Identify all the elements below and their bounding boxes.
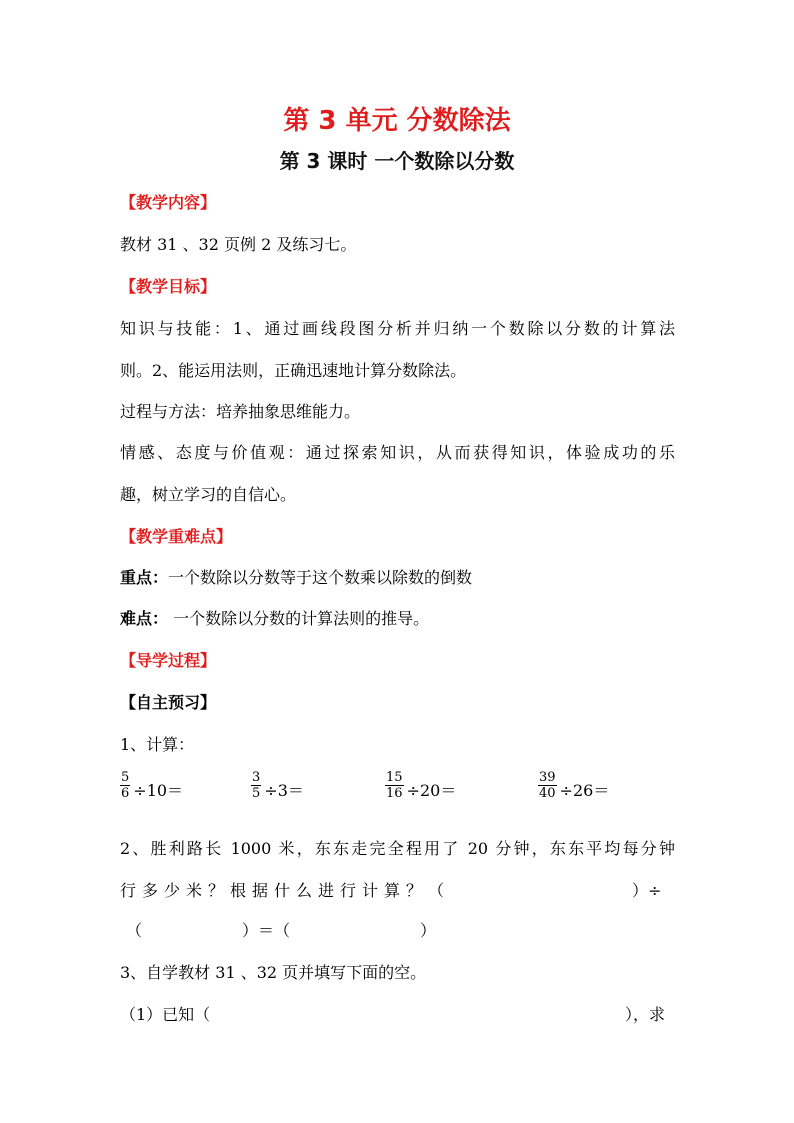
fraction: $\frac{39}{40}$ (539, 770, 556, 801)
goal-line-1: 知识与技能：1、通过画线段图分析并归纳一个数除以分数的计算法 (120, 319, 675, 338)
question-2-blank-c: ） (420, 921, 437, 940)
key-point-text: 一个数除以分数等于这个数乘以除数的倒数 (168, 568, 473, 587)
question-1-label: 1、计算： (120, 735, 195, 754)
question-2-blank-b: ）＝（ (242, 921, 291, 940)
difficult-point-text: 一个数除以分数的计算法则的推导。 (168, 609, 430, 628)
goal-line-5: 趣，树立学习的自信心。 (120, 485, 297, 504)
goal-line-2: 则。2、能运用法则，正确迅速地计算分数除法。 (120, 361, 467, 380)
question-2-blank-a: （ (126, 921, 143, 940)
calc-item-3: $\frac{15}{16}$ ÷20＝ (386, 770, 457, 801)
teaching-goal-heading: 【教学目标】 (120, 277, 217, 296)
key-point (120, 565, 472, 588)
teaching-content-text: 教材 31 、32 页例 2 及练习七。 (120, 235, 357, 254)
calculation-row (120, 770, 680, 816)
goal-line-4: 情感、态度与价值观：通过探索知识，从而获得知识，体验成功的乐 (120, 443, 675, 462)
question-2-line-2 (120, 878, 450, 901)
question-2-blank-close: ）÷ (632, 881, 662, 900)
question-3-1-end: ），求 (625, 1005, 666, 1024)
fraction: $\frac{5}{6}$ (121, 770, 130, 801)
fraction: $\frac{15}{16}$ (386, 770, 403, 801)
question-2-prompt: 行多少米？根据什么进行计算？（ (120, 881, 451, 900)
teaching-content-heading: 【教学内容】 (120, 193, 217, 212)
question-2-line-1: 2、胜利路长 1000 米，东东走完全程用了 20 分钟，东东平均每分钟 (120, 839, 675, 858)
calc-item-2: $\frac{3}{5}$ ÷3＝ (252, 770, 304, 801)
self-preview-heading: 【自主预习】 (120, 693, 217, 712)
difficult-point (120, 606, 429, 629)
calc-item-4: $\frac{39}{40}$ ÷26＝ (539, 770, 610, 801)
key-point-label: 重点： (120, 568, 169, 587)
calc-item-1: $\frac{5}{6}$ ÷10＝ (121, 770, 184, 801)
difficult-point-label: 难点： (120, 609, 169, 628)
fraction: $\frac{3}{5}$ (252, 770, 261, 801)
unit-title: 第 3 单元 分数除法 (283, 106, 511, 136)
goal-line-3: 过程与方法：培养抽象思维能力。 (120, 402, 361, 421)
question-3-1-start: （1）已知（ (120, 1005, 211, 1024)
key-difficulty-heading: 【教学重难点】 (120, 527, 233, 546)
guide-process-heading: 【导学过程】 (120, 651, 217, 670)
lesson-title: 第 3 课时 一个数除以分数 (279, 149, 515, 173)
question-3-label: 3、自学教材 31 、32 页并填写下面的空。 (120, 963, 427, 982)
